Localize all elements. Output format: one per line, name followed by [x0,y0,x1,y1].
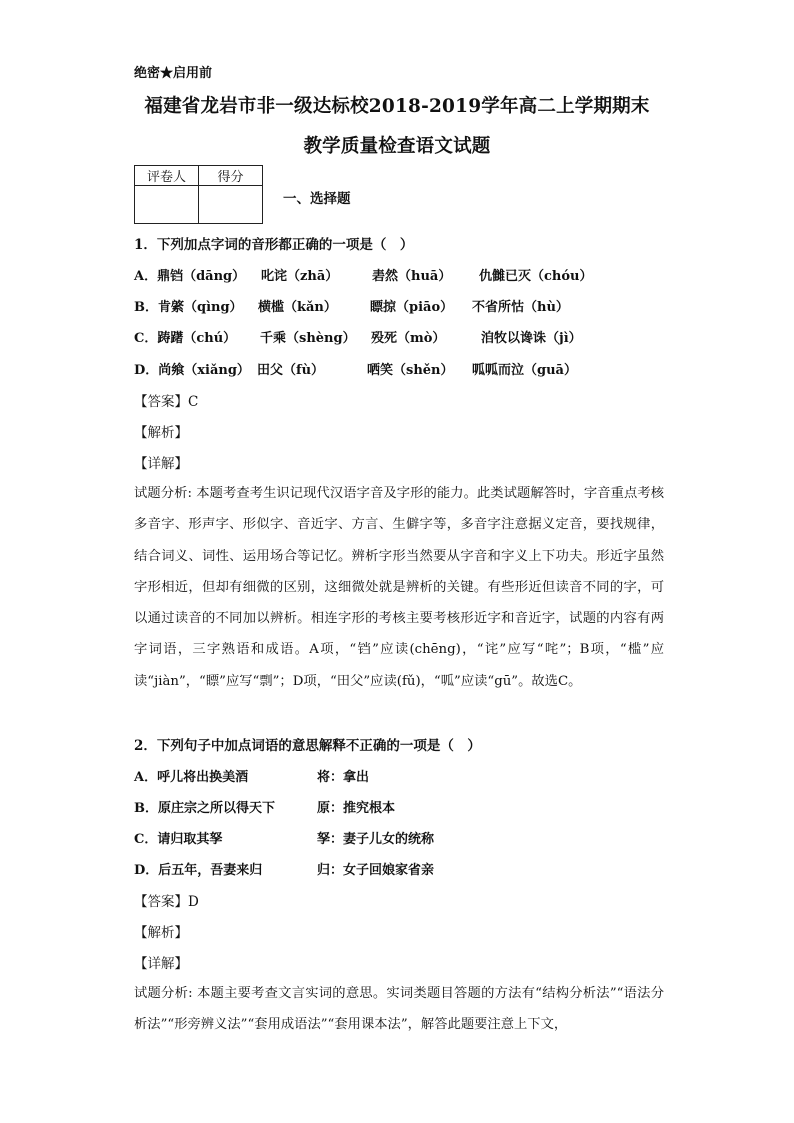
q1-answer: 【答案】C [134,394,199,410]
section-title: 一、选择题 [283,191,351,207]
q2-option-b-sentence: B．原庄宗之所以得天下 [134,801,275,816]
exam-title-line1: 福建省龙岩市非一级达标校2018-2019学年高二上学期期末 [144,96,650,117]
q1-option-d-item2: 田父（fù） [257,363,325,378]
q1-option-a-item3: 砉然（huā） [372,269,452,284]
exam-title-line2: 教学质量检查语文试题 [303,136,491,157]
q2-option-d-meaning: 归：女子回娘家省亲 [317,863,435,878]
q2-detail-label: 【详解】 [134,956,188,972]
q1-analysis-label: 【解析】 [134,425,188,441]
score-table-score-cell [199,186,263,224]
secret-mark: 绝密★启用前 [134,66,213,81]
q1-option-a-item4: 仇雠已灭（chóu） [479,269,593,284]
q2-option-c-sentence: C．请归取其孥 [134,832,223,847]
q1-option-c-item1: C．踌躇（chú） [134,331,237,346]
q2-option-d-sentence: D．后五年，吾妻来归 [134,863,263,878]
q1-option-d-item4: 呱呱而泣（guā） [472,363,577,378]
q1-option-b-item4: 不省所怙（hù） [472,300,569,315]
q2-option-a-meaning: 将：拿出 [317,770,370,785]
score-table-grader-cell [135,186,199,224]
q1-detail-text: 试题分析: 本题考查考生识记现代汉语字音及字形的能力。此类试题解答时，字音重点考核多音字、形声字、形似字、音近字、方言、生僻字等，多音字注意据义定音，要找规律，结合词义、词性、运用场合等记忆。辨析字形当然要从字音和字义上下功夫。形近字虽然字形相近，但却有细微的区别，这细微处就是辨析的关键。有些形近但读音不同的字，可以通过读音的不同加以辨析。相连字形的考核主要考核形近字和音近字，试题的内容有两字词语，三字熟语和成语。A项，“铛”应读(chēng)，“诧”应写“咤”；B项，“槛”应读“jiàn”，“瞟”应写“剽”；D项，“田父”应读(fǔ)，“呱”应读“gū”。故选C。 [134,486,664,689]
q2-detail-text: 试题分析: 本题主要考查文言实词的意思。实词类题目答题的方法有“结构分析法”“语法分析法”“形旁辨义法”“套用成语法”“套用课本法”，解答此题要注意上下文， [134,986,664,1033]
q2-option-b-meaning: 原：推究根本 [317,801,396,816]
question-2-stem: 2．下列句子中加点词语的意思解释不正确的一项是（ ） [134,738,481,754]
q1-option-c-item2: 千乘（shèng） [260,331,356,346]
score-table-score-header: 得分 [199,166,263,186]
q1-option-d-item1: D．尚飨（xiǎng） [134,363,250,378]
q1-detail-label: 【详解】 [134,456,188,472]
q1-option-c-item4: 洎牧以谗诛（jì） [481,331,582,346]
q1-option-b-item1: B．肯綮（qìng） [134,300,243,315]
q1-option-b-item2: 横槛（kǎn） [258,300,337,315]
q1-option-a-item1: A．鼎铛（dāng） [134,269,246,284]
q2-option-c-meaning: 孥：妻子儿女的统称 [317,832,435,847]
q2-option-a-sentence: A．呼儿将出换美酒 [134,770,249,785]
q1-option-a-item2: 叱诧（zhā） [261,269,339,284]
q1-option-d-item3: 哂笑（shěn） [367,363,454,378]
q1-option-c-item3: 殁死（mò） [371,331,446,346]
question-1-stem: 1．下列加点字词的音形都正确的一项是（ ） [134,237,414,253]
q1-option-b-item3: 瞟掠（piāo） [370,300,454,315]
q2-analysis-label: 【解析】 [134,925,188,941]
score-table-grader-header: 评卷人 [135,166,199,186]
q2-answer: 【答案】D [134,894,199,910]
score-table [134,165,263,224]
